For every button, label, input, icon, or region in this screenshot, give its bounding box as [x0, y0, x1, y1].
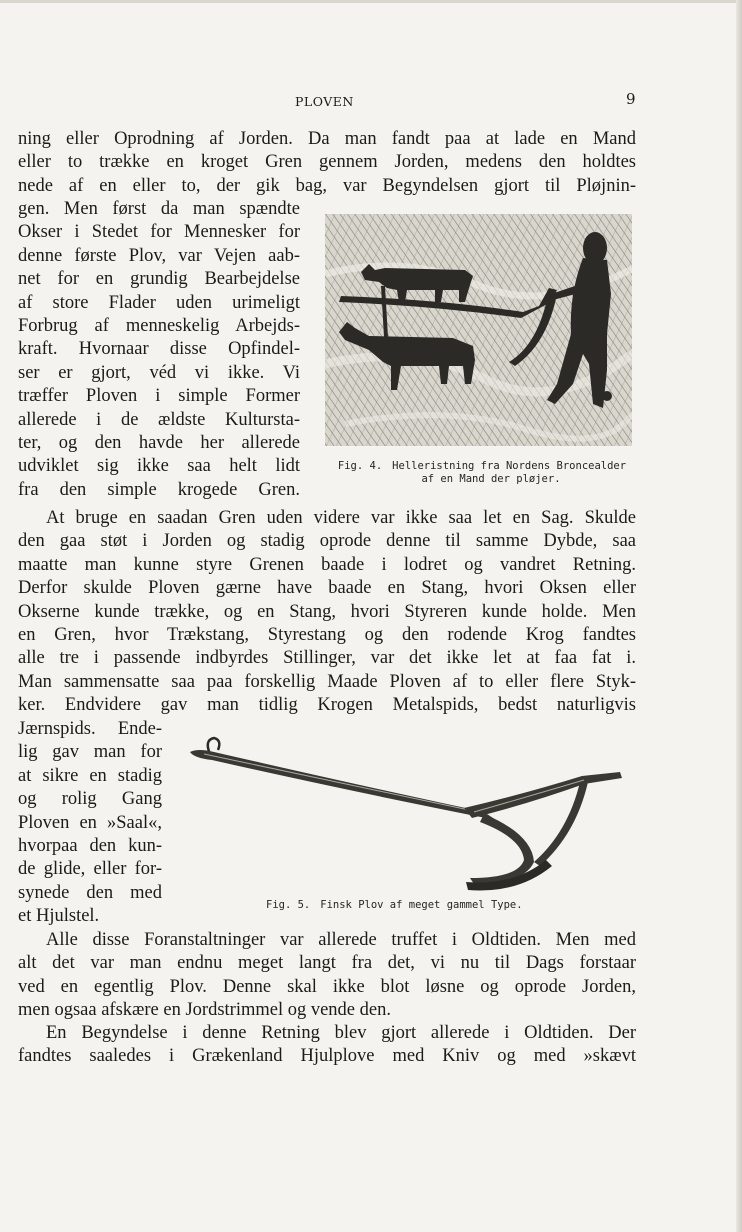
page-top-edge	[0, 0, 742, 3]
text-line: fra den simple krogede Gren.	[18, 479, 300, 500]
figure-5-caption	[266, 899, 546, 912]
running-header	[18, 90, 636, 110]
rock-carving-illustration	[325, 214, 632, 446]
figure-4-number: Fig. 4.	[337, 460, 383, 472]
paragraph-4	[18, 1022, 636, 1069]
figure-4-caption-text: Helleristning fra Nordens Broncealder	[392, 460, 627, 472]
text-line: Forbrug af menneskelig Arbejds-	[18, 316, 300, 337]
text-line: alle tre i passende indbyrdes Stillinger, var det ikke let at faa fat i.	[18, 648, 636, 669]
header-title: PLOVEN	[295, 94, 354, 109]
text-line: Okser i Stedet for Mennesker for	[18, 222, 300, 243]
text-line: Derfor skulde Ploven gærne have baade en Stang, hvori Oksen eller	[18, 578, 636, 599]
text-line: træffer Ploven i simple Former	[18, 386, 300, 407]
text-line: en Gren, hvor Trækstang, Styrestang og den rodende Krog fandtes	[18, 625, 636, 646]
paragraph-1-full	[18, 128, 636, 198]
text-line: lig gav man for	[18, 742, 162, 763]
figure-4-caption-line2: af en Mand der pløjer.	[421, 473, 561, 485]
finnish-plough-illustration	[184, 734, 630, 894]
text-line: At bruge en saadan Gren uden videre var ikke saa let en Sag. Skulde	[46, 508, 636, 528]
text-line: at sikre en stadig	[18, 765, 162, 786]
figure-4-caption-line1	[322, 460, 642, 473]
figure-5	[184, 734, 630, 894]
text-line: men ogsaa afskære en Jordstrimmel og vende den.	[18, 1000, 391, 1021]
figure-4	[325, 214, 632, 446]
text-line: de glide, eller for-	[18, 859, 162, 880]
text-line: Ploven en »Saal«,	[18, 812, 162, 833]
text-line: ker. Endvidere gav man tidlig Krogen Metalspids, bedst naturligvis	[18, 695, 636, 716]
text-line: fandtes saaledes i Grækenland Hjulplove med Kniv og med »skævt	[18, 1046, 636, 1067]
text-line: denne første Plov, var Vejen aab-	[18, 245, 300, 266]
text-line: den gaa støt i Jorden og stadig oprode denne til samme Dybde, saa	[18, 531, 636, 552]
text-line: nede af en eller to, der gik bag, var Begyndelsen gjort til Pløjnin-	[18, 175, 636, 196]
text-line: ser er gjort, véd vi ikke. Vi	[18, 362, 300, 383]
text-line: ning eller Oprodning af Jorden. Da man fandt paa at lade en Mand	[18, 129, 636, 149]
page-right-edge	[736, 0, 742, 1232]
paragraph-1-wrap	[18, 198, 300, 502]
text-line: kraft. Hvornaar disse Opfindel-	[18, 339, 300, 360]
text-line: og rolig Gang	[18, 789, 162, 810]
text-line: synede den med	[18, 882, 162, 903]
text-line: allerede i de ældste Kulturstа-	[18, 409, 300, 430]
text-line: eller to trække en kroget Gren gennem Jorden, medens den holdtes	[18, 152, 636, 173]
text-line: udviklet sig ikke saa helt lidt	[18, 456, 300, 477]
figure-5-number: Fig. 5.	[266, 899, 311, 911]
text-line: maatte man kunne styre Grenen baade i lodret og vandret Retning.	[18, 554, 636, 575]
text-line: ved en egentlig Plov. Denne skal ikke blot løsne og oprode Jorden,	[18, 976, 636, 997]
text-line: et Hjulstel.	[18, 906, 100, 927]
figure-4-caption	[322, 460, 642, 486]
text-line: Jærnspids. Ende-	[18, 719, 162, 739]
text-line: af store Flader uden urimeligt	[18, 292, 300, 313]
paragraph-2-full	[18, 507, 636, 718]
text-line: Alle disse Foranstaltninger var allerede truffet i Oldtiden. Men med	[46, 930, 636, 950]
text-line: ter, og den havde her allerede	[18, 433, 300, 454]
page-number: 9	[625, 90, 636, 108]
text-line: alt det var man endnu meget langt fra det, vi nu til Dags forstaar	[18, 953, 636, 974]
figure-5-caption-text: Finsk Plov af meget gammel Type.	[320, 899, 523, 911]
text-line: Okserne kunde trække, og en Stang, hvori Styreren kunde holde. Men	[18, 601, 636, 622]
text-line: En Begyndelse i denne Retning blev gjort allerede i Oldtiden. Der	[46, 1023, 636, 1043]
text-line: Man sammensatte saa paa forskellig Maade Ploven af to eller flere Styk-	[18, 671, 636, 692]
text-line: hvorpaa den kun-	[18, 836, 162, 857]
text-line: net for en grundig Bearbejdelse	[18, 269, 300, 290]
paragraph-2-wrap	[18, 718, 162, 929]
paragraph-3	[18, 929, 636, 1023]
text-line: gen. Men først da man spændte	[18, 199, 300, 219]
